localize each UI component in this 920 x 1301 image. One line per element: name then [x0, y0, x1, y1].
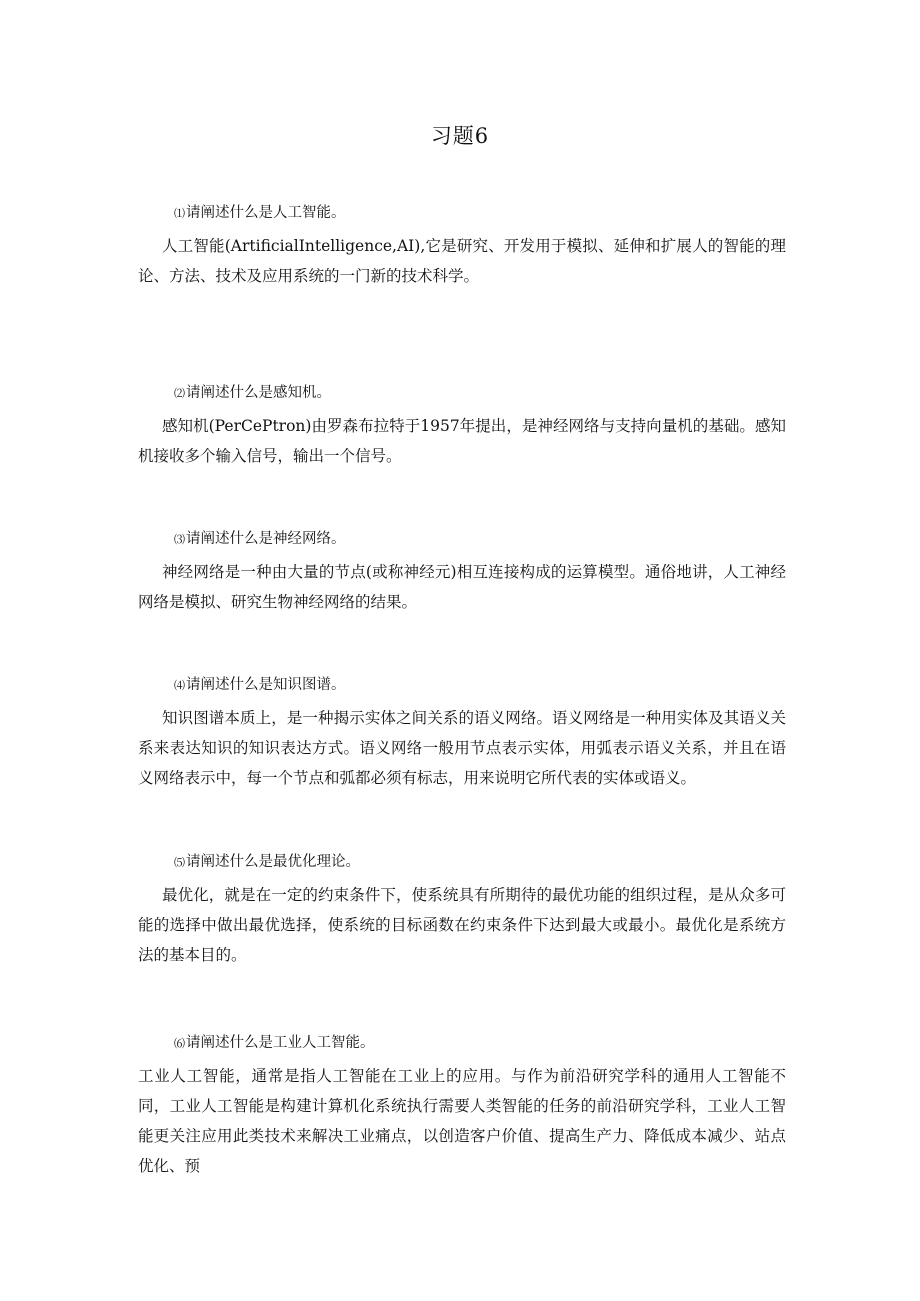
question-number: ⑸ — [174, 856, 185, 869]
question-number: ⑷ — [174, 679, 185, 692]
answer-4: 知识图谱本质上，是一种揭示实体之间关系的语义网络。语义网络是一种用实体及其语义关系来表达知识的知识表达方式。语义网络一般用节点表示实体，用弧表示语义关系，并且在语义网络表示中，每一个节点和弧都必须有标志，用来说明它所代表的实体或语义。 — [138, 709, 786, 787]
question-5 — [174, 850, 360, 871]
question-text: 请阐述什么是神经网络。 — [186, 531, 346, 547]
question-3 — [174, 527, 346, 548]
answer-2: 感知机(PerCePtron)由罗森布拉特于1957年提出，是神经网络与支持向量机的基础。感知机接收多个输入信号，输出一个信号。 — [138, 417, 786, 465]
page-title: 习题6 — [430, 124, 490, 148]
question-text: 请阐述什么是人工智能。 — [186, 205, 346, 221]
question-1 — [174, 201, 346, 222]
question-text: 请阐述什么是最优化理论。 — [186, 854, 360, 870]
question-number: ⑹ — [174, 1037, 185, 1050]
question-text: 请阐述什么是感知机。 — [186, 385, 331, 401]
answer-1: 人工智能(ArtificialIntelligence,AI),它是研究、开发用于模拟、延伸和扩展人的智能的理论、方法、技术及应用系统的一门新的技术科学。 — [138, 237, 786, 285]
question-6 — [174, 1031, 375, 1052]
question-number: ⑶ — [174, 533, 185, 546]
question-text: 请阐述什么是知识图谱。 — [186, 677, 346, 693]
question-text: 请阐述什么是工业人工智能。 — [186, 1035, 375, 1051]
question-number: ⑴ — [174, 207, 185, 220]
question-2 — [174, 381, 331, 402]
answer-5: 最优化，就是在一定的约束条件下，使系统具有所期待的最优功能的组织过程，是从众多可能的选择中做出最优选择，使系统的目标函数在约束条件下达到最大或最小。最优化是系统方法的基本目的。 — [138, 886, 786, 964]
question-number: ⑵ — [174, 387, 185, 400]
question-4 — [174, 673, 346, 694]
answer-6: 工业人工智能，通常是指人工智能在工业上的应用。与作为前沿研究学科的通用人工智能不同，工业人工智能是构建计算机化系统执行需要人类智能的任务的前沿研究学科，工业人工智能更关注应用此类技术来解决工业痛点，以创造客户价值、提高生产力、降低成本减少、站点优化、预 — [138, 1067, 786, 1175]
answer-3: 神经网络是一种由大量的节点(或称神经元)相互连接构成的运算模型。通俗地讲，人工神经网络是模拟、研究生物神经网络的结果。 — [138, 563, 786, 611]
